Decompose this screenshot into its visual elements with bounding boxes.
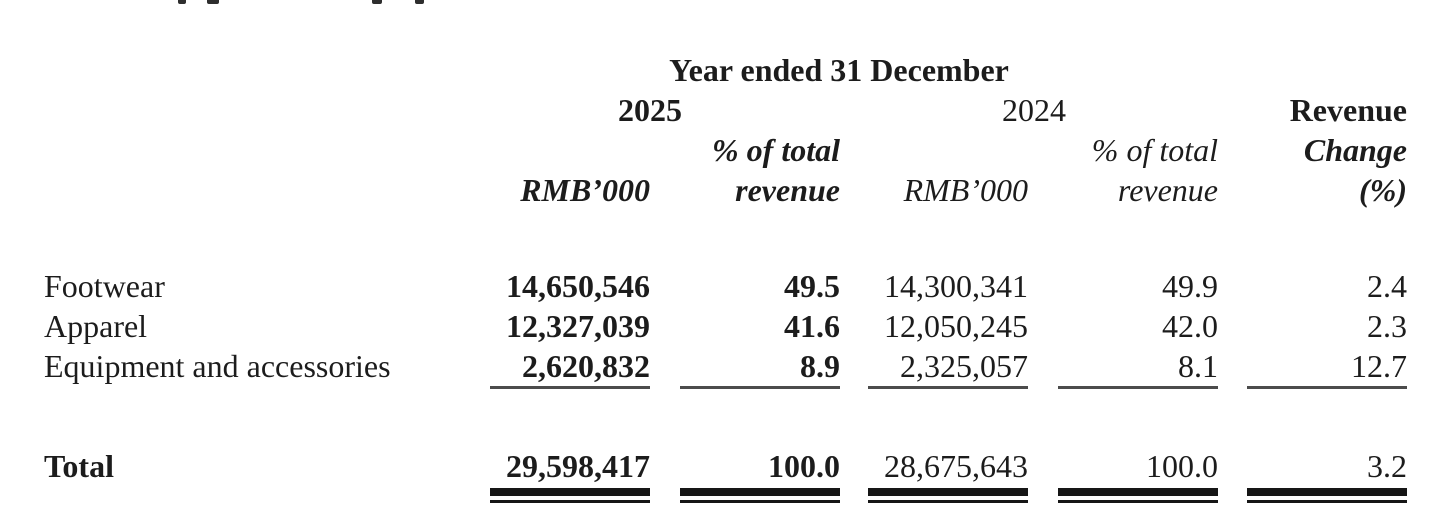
footwear-pct-2024: 49.9 [1162, 268, 1218, 304]
row-label: Apparel [44, 308, 148, 344]
rmb-2024-header: RMB’000 [903, 172, 1028, 208]
subtotal-rule-row [0, 386, 1412, 392]
subheader-row-2 [0, 170, 1412, 210]
total-label: Total [44, 448, 114, 484]
row-label: Equipment and accessories [44, 348, 391, 384]
footwear-pct-2025: 49.5 [784, 268, 840, 304]
footwear-rmb-2024: 14,300,341 [884, 268, 1028, 304]
footwear-rmb-2025: 14,650,546 [506, 268, 650, 304]
single-rule [868, 386, 1028, 389]
header-body-gap [0, 210, 1412, 266]
row-label: Footwear [44, 268, 165, 304]
table-title-row [0, 50, 1412, 90]
single-rule [680, 386, 840, 389]
revenue-change-header-line1: Revenue [1289, 92, 1407, 128]
year-2025-header: 2025 [618, 92, 682, 128]
total-change: 3.2 [1367, 448, 1407, 484]
table-row-footwear [0, 266, 1412, 306]
subheader-row-1 [0, 130, 1412, 170]
apparel-pct-2024: 42.0 [1162, 308, 1218, 344]
year-2024-header: 2024 [1002, 92, 1066, 128]
single-rule [490, 386, 650, 389]
footwear-change: 2.4 [1367, 268, 1407, 304]
single-rule [1058, 386, 1218, 389]
rmb-2025-header: RMB’000 [520, 172, 650, 208]
equipment-rmb-2024: 2,325,057 [900, 348, 1028, 384]
equipment-pct-2024: 8.1 [1178, 348, 1218, 384]
table-row-equipment [0, 346, 1412, 386]
table-row-apparel [0, 306, 1412, 346]
apparel-pct-2025: 41.6 [784, 308, 840, 344]
apparel-rmb-2024: 12,050,245 [884, 308, 1028, 344]
revenue-change-header-line3: (%) [1359, 172, 1407, 208]
grand-total-rule-row [0, 488, 1412, 508]
pct-total-2024-line2: revenue [1117, 172, 1218, 208]
double-rule [490, 488, 650, 503]
total-pct-2024: 100.0 [1146, 448, 1218, 484]
double-rule [868, 488, 1028, 503]
total-rmb-2025: 29,598,417 [506, 448, 650, 484]
double-rule [680, 488, 840, 503]
year-header-row [0, 90, 1412, 130]
period-title: Year ended 31 December [669, 52, 1009, 88]
pct-total-2024-line1: % of total [1091, 132, 1218, 168]
equipment-change: 12.7 [1351, 348, 1407, 384]
double-rule [1058, 488, 1218, 503]
equipment-rmb-2025: 2,620,832 [522, 348, 650, 384]
table-row-total [0, 448, 1412, 484]
double-rule [1247, 488, 1407, 503]
single-rule [1247, 386, 1407, 389]
total-rmb-2024: 28,675,643 [884, 448, 1028, 484]
apparel-rmb-2025: 12,327,039 [506, 308, 650, 344]
equipment-pct-2025: 8.9 [800, 348, 840, 384]
apparel-change: 2.3 [1367, 308, 1407, 344]
pct-total-2025-line2: revenue [735, 172, 840, 208]
pct-total-2025-line1: % of total [712, 132, 840, 168]
total-pct-2025: 100.0 [768, 448, 840, 484]
revenue-change-header-line2: Change [1303, 132, 1407, 168]
